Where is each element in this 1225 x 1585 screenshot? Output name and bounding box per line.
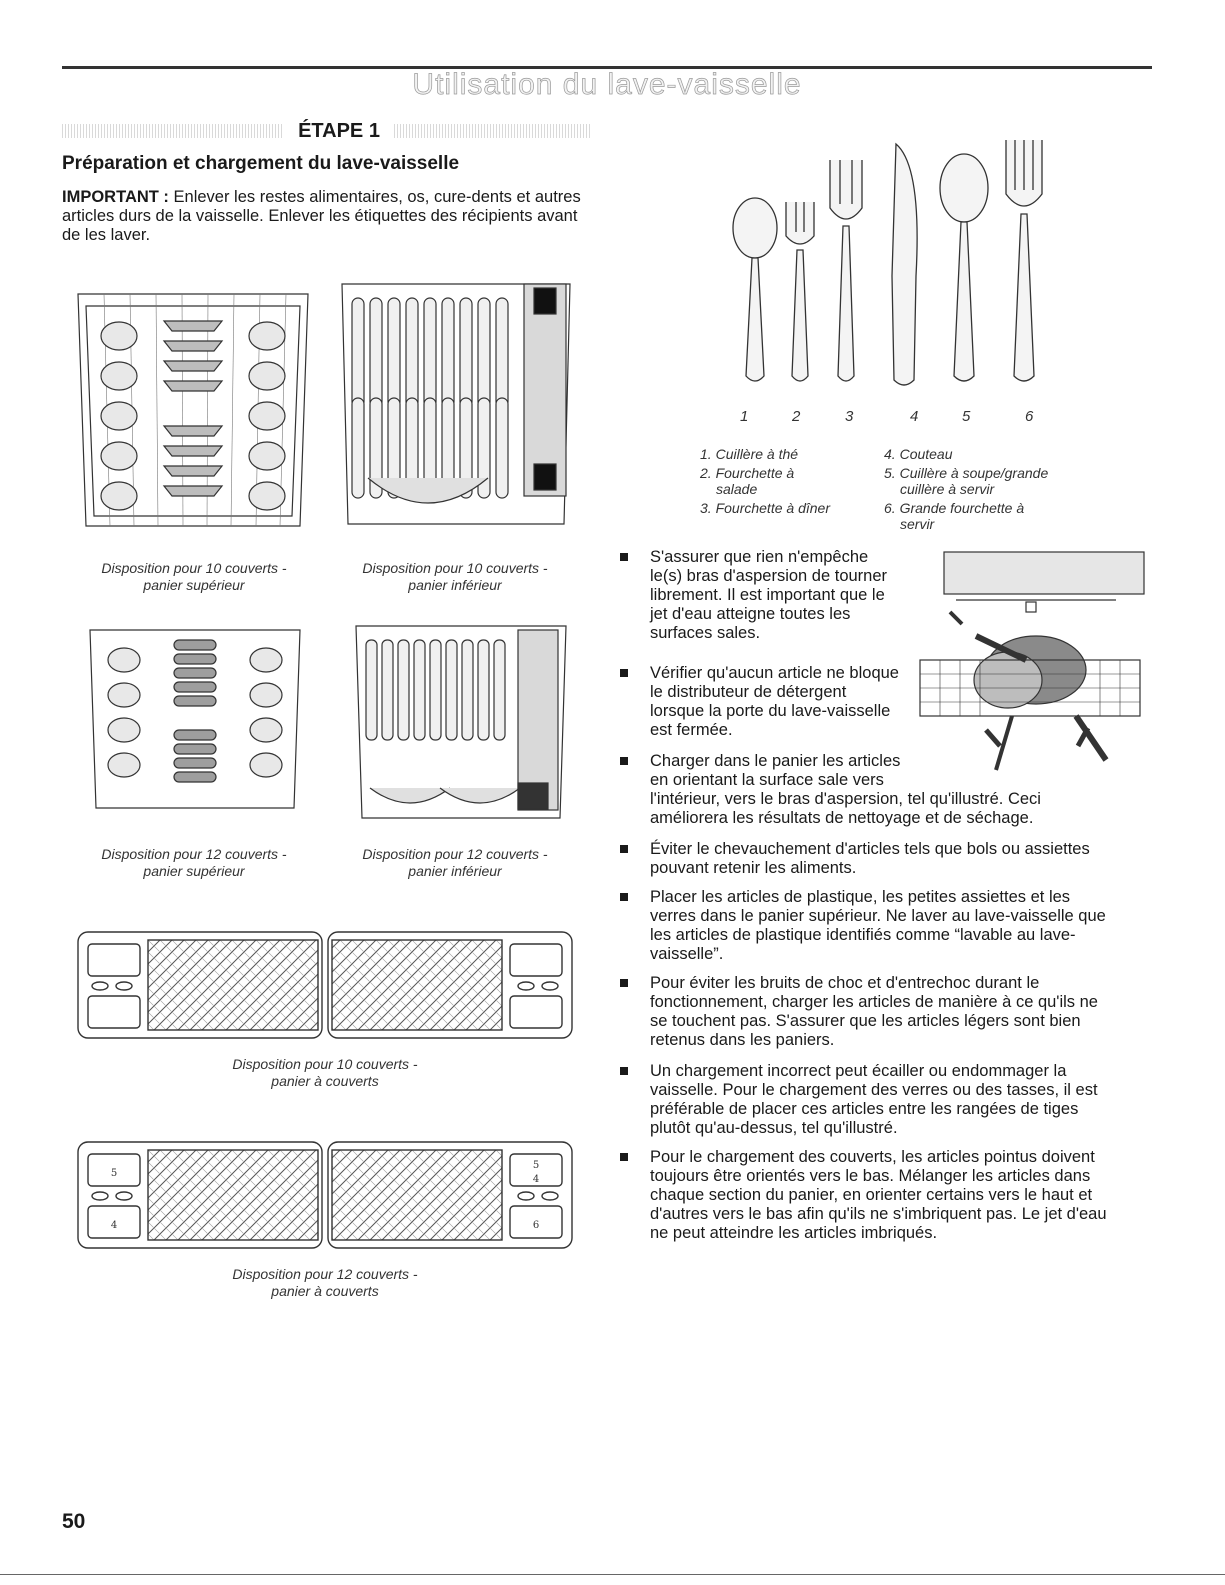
legend-text: Couteau bbox=[899, 446, 953, 462]
caption-line: panier à couverts bbox=[271, 1283, 379, 1299]
legend-item bbox=[884, 446, 1084, 462]
bullet-text: Éviter le chevauchement d'articles tels que bols ou assiettes pouvant retenir les aliments. bbox=[650, 840, 1090, 877]
bullet-square-icon bbox=[620, 845, 628, 853]
legend-num: 4. bbox=[884, 446, 896, 462]
bullet-text: Placer les articles de plastique, les petites assiettes et les verres dans le panier supérieur. Ne laver au lave-vaisselle que les articles de plastique identifiés comme “lavable au lave- vaisselle”. bbox=[650, 888, 1106, 963]
intro-paragraph bbox=[62, 188, 582, 245]
caption-line: Disposition pour 12 couverts - bbox=[362, 846, 548, 862]
bullet-text: Pour le chargement des couverts, les articles pointus doivent toujours être orientés vers le bas. Mélanger les articles dans chaque section du panier, en orienter certains vers le haut et d'autres vers le bas afin qu'ils ne s'imbriquent pas. Le jet d'eau ne peut atteindre les articles imbriqués. bbox=[650, 1148, 1107, 1242]
basket-number: 5 bbox=[110, 1168, 118, 1179]
page-number: 50 bbox=[62, 1510, 86, 1533]
basket-number: 5 bbox=[532, 1160, 540, 1171]
utensil-legend-left bbox=[700, 446, 880, 519]
legend-text: cuillère à servir bbox=[900, 481, 995, 497]
caption-lower-12 bbox=[330, 846, 580, 880]
lower-rack-10-illustration bbox=[338, 278, 574, 530]
bullet-square-icon bbox=[620, 1153, 628, 1161]
bullet-square-icon bbox=[620, 1067, 628, 1075]
legend-text: Cuillère à thé bbox=[715, 446, 799, 462]
legend-item bbox=[884, 500, 1084, 532]
legend-text: salade bbox=[716, 481, 758, 497]
caption-line: panier à couverts bbox=[271, 1073, 379, 1089]
step-bar-hatch-right bbox=[394, 124, 592, 138]
bullet-square-icon bbox=[620, 757, 628, 765]
caption-line: panier supérieur bbox=[143, 863, 245, 879]
caption-line: Disposition pour 12 couverts - bbox=[232, 1266, 418, 1282]
legend-item bbox=[884, 465, 1084, 497]
legend-num: 2. bbox=[700, 465, 712, 481]
basket-number: 6 bbox=[532, 1220, 540, 1231]
basket-number: 4 bbox=[110, 1220, 118, 1231]
utensil-number: 3 bbox=[845, 408, 854, 425]
legend-item bbox=[700, 500, 880, 516]
caption-upper-10 bbox=[64, 560, 324, 594]
step-label: ÉTAPE 1 bbox=[284, 118, 394, 144]
utensil-number: 2 bbox=[792, 408, 801, 425]
legend-num: 6. bbox=[884, 500, 896, 516]
legend-item bbox=[700, 446, 880, 462]
step-bar-hatch-left bbox=[62, 124, 284, 138]
basket-number: 4 bbox=[532, 1174, 540, 1185]
important-label: IMPORTANT : bbox=[62, 188, 169, 206]
legend-num: 5. bbox=[884, 465, 896, 481]
utensil-number: 1 bbox=[740, 408, 749, 425]
caption-line: Disposition pour 10 couverts - bbox=[362, 560, 548, 576]
legend-text: Fourchette à dîner bbox=[715, 500, 830, 516]
bullet-text: Un chargement incorrect peut écailler ou endommager la vaisselle. Pour le chargement des verres ou des tasses, il est préférable de placer ces articles entre les rangées de tiges plutôt qu'au-dessus, tel qu'illustré. bbox=[650, 1062, 1098, 1137]
bullet-text: Pour éviter les bruits de choc et d'entrechoc durant le fonctionnement, charger les articles de manière à ce qu'ils ne se touchent pas. S'assurer que les articles légers sont bien retenus dans les paniers. bbox=[650, 974, 1098, 1049]
step-bar bbox=[62, 118, 592, 144]
caption-line: Disposition pour 10 couverts - bbox=[101, 560, 287, 576]
legend-text: Grande fourchette à bbox=[899, 500, 1025, 516]
upper-rack-10-illustration bbox=[64, 276, 322, 546]
legend-item bbox=[700, 465, 880, 497]
silverware-basket-10-illustration bbox=[76, 928, 574, 1044]
legend-text: Cuillère à soupe/grande bbox=[899, 465, 1049, 481]
caption-line: panier inférieur bbox=[408, 577, 502, 593]
caption-upper-12 bbox=[64, 846, 324, 880]
page-title: Utilisation du lave-vaisselle bbox=[412, 68, 802, 101]
legend-text: Fourchette à bbox=[715, 465, 795, 481]
upper-rack-12-illustration bbox=[82, 620, 308, 816]
bullet-square-icon bbox=[620, 893, 628, 901]
utensil-number: 6 bbox=[1025, 408, 1034, 425]
caption-line: panier inférieur bbox=[408, 863, 502, 879]
legend-text: servir bbox=[900, 516, 935, 532]
bullet-text: Vérifier qu'aucun article ne bloque le distributeur de détergent lorsque la porte du lave-vaisselle est fermée. bbox=[650, 664, 899, 739]
legend-num: 3. bbox=[700, 500, 712, 516]
lower-rack-12-illustration bbox=[350, 618, 572, 826]
caption-lower-10 bbox=[330, 560, 580, 594]
bullet-square-icon bbox=[620, 553, 628, 561]
important-text: Enlever les restes alimentaires, os, cure-dents et autres articles durs de la vaisselle. Enlever les étiquettes des récipients avant de les laver. bbox=[62, 188, 581, 244]
utensil-number: 4 bbox=[910, 408, 919, 425]
bullet-square-icon bbox=[620, 669, 628, 677]
bullet-text: S'assurer que rien n'empêche le(s) bras d'aspersion de tourner librement. Il est important que le jet d'eau atteigne toutes les surfaces sales. bbox=[650, 548, 888, 642]
section-heading: Préparation et chargement du lave-vaisselle bbox=[62, 153, 460, 174]
caption-basket-10 bbox=[76, 1056, 574, 1090]
footer-rule bbox=[0, 1574, 1225, 1575]
utensils-illustration bbox=[710, 136, 1060, 402]
caption-line: Disposition pour 12 couverts - bbox=[101, 846, 287, 862]
bullet-text: Charger dans le panier les articles en orientant la surface sale vers l'intérieur, vers le bras d'aspersion, tel qu'illustré. Ceci améliorera les résultats de nettoyage et de séchage. bbox=[650, 752, 1041, 827]
utensil-legend-right bbox=[884, 446, 1084, 535]
caption-basket-12 bbox=[76, 1266, 574, 1300]
utensil-number: 5 bbox=[962, 408, 971, 425]
caption-line: panier supérieur bbox=[143, 577, 245, 593]
silverware-basket-12-illustration bbox=[76, 1138, 574, 1254]
bullet-square-icon bbox=[620, 979, 628, 987]
legend-num: 1. bbox=[700, 446, 712, 462]
caption-line: Disposition pour 10 couverts - bbox=[232, 1056, 418, 1072]
